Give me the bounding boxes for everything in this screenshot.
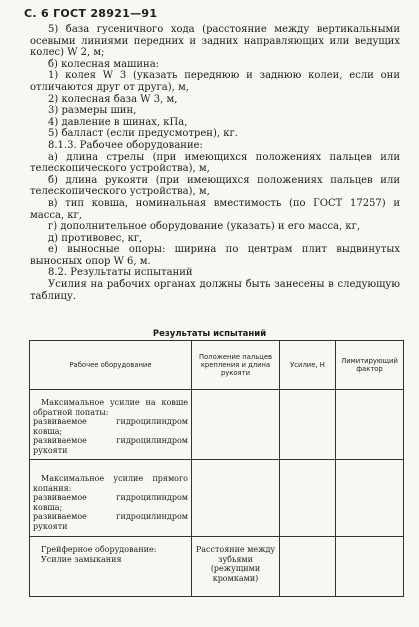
table-row bbox=[30, 460, 404, 537]
force-cell bbox=[280, 390, 336, 460]
paragraph: 5) база гусеничного хода (расстояние между вертикальными осевыми линиями передних и задних направляющих или ведущих колес) W 2, м; bbox=[30, 24, 400, 59]
paragraph: б) длина рукояти (при имеющихся положениях пальцев или телескопического устройства), м, bbox=[30, 174, 400, 198]
body-text bbox=[30, 24, 400, 302]
paragraph: 5) балласт (если предусмотрен), кг. bbox=[48, 128, 238, 140]
table-row bbox=[30, 390, 404, 460]
position-cell bbox=[192, 390, 280, 460]
cell-line: Грейферное оборудование: bbox=[41, 545, 157, 554]
cell-line: развиваемое гидроцилиндром ковша; bbox=[33, 493, 188, 512]
paragraph: б) колесная машина: bbox=[48, 58, 160, 70]
cell-line: развиваемое гидроцилиндром рукояти bbox=[33, 512, 188, 531]
column-header: Положение пальцев крепления и длина рукояти bbox=[192, 341, 280, 390]
section-heading: 8.2. Результаты испытаний bbox=[48, 267, 193, 279]
table-header-row bbox=[30, 341, 404, 390]
equipment-cell bbox=[30, 460, 192, 537]
equipment-cell bbox=[30, 537, 192, 597]
paragraph: 2) колесная база W 3, м, bbox=[48, 93, 178, 105]
paragraph: д) противовес, кг, bbox=[48, 232, 143, 244]
paragraph: г) дополнительное оборудование (указать) и его масса, кг, bbox=[48, 221, 361, 233]
paragraph: е) выносные опоры: ширина по центрам плит выдвинутых выносных опор W 6, м. bbox=[30, 244, 400, 267]
table-title: Результаты испытаний bbox=[152, 329, 267, 339]
results-table bbox=[29, 340, 404, 597]
cell-line: Максимальное усилие на ковше обратной лопаты: bbox=[33, 398, 188, 417]
cell-line: Усилие замыкания bbox=[41, 554, 122, 564]
table-row bbox=[30, 537, 404, 597]
equipment-cell bbox=[30, 390, 192, 460]
paragraph: 4) давление в шинах, кПа, bbox=[48, 116, 188, 128]
column-header: Рабочее оборудование bbox=[30, 341, 192, 390]
cell-line: развиваемое гидроцилиндром ковша; bbox=[33, 417, 188, 436]
paragraph: а) длина стрелы (при имеющихся положениях пальцев или телескопического устройства), м, bbox=[30, 151, 400, 175]
cell-line: развиваемое гидроцилиндром рукояти bbox=[33, 436, 188, 455]
paragraph: Усилия на рабочих органах должны быть занесены в следующую таблицу. bbox=[30, 279, 400, 302]
column-header: Лимитирующий фактор bbox=[336, 341, 404, 390]
position-cell: Расстояние между зубьями (режущими кромками) bbox=[192, 537, 280, 597]
cell-line: Максимальное усилие прямого копания: bbox=[33, 474, 188, 493]
paragraph: 3) размеры шин, bbox=[48, 105, 137, 117]
paragraph: 1) колея W 3 (указать переднюю и заднюю колеи, если они отличаются друг от друга), м, bbox=[30, 70, 400, 93]
paragraph: в) тип ковша, номинальная вместимость (по ГОСТ 17257) и масса, кг, bbox=[30, 197, 400, 221]
limiting-factor-cell bbox=[336, 390, 404, 460]
column-header: Усилие, Н bbox=[280, 341, 336, 390]
position-cell bbox=[192, 460, 280, 537]
section-heading: 8.1.3. Рабочее оборудование: bbox=[48, 139, 203, 151]
limiting-factor-cell bbox=[336, 537, 404, 597]
page-header: С. 6 ГОСТ 28921—91 bbox=[24, 7, 158, 20]
force-cell bbox=[280, 460, 336, 537]
force-cell bbox=[280, 537, 336, 597]
limiting-factor-cell bbox=[336, 460, 404, 537]
